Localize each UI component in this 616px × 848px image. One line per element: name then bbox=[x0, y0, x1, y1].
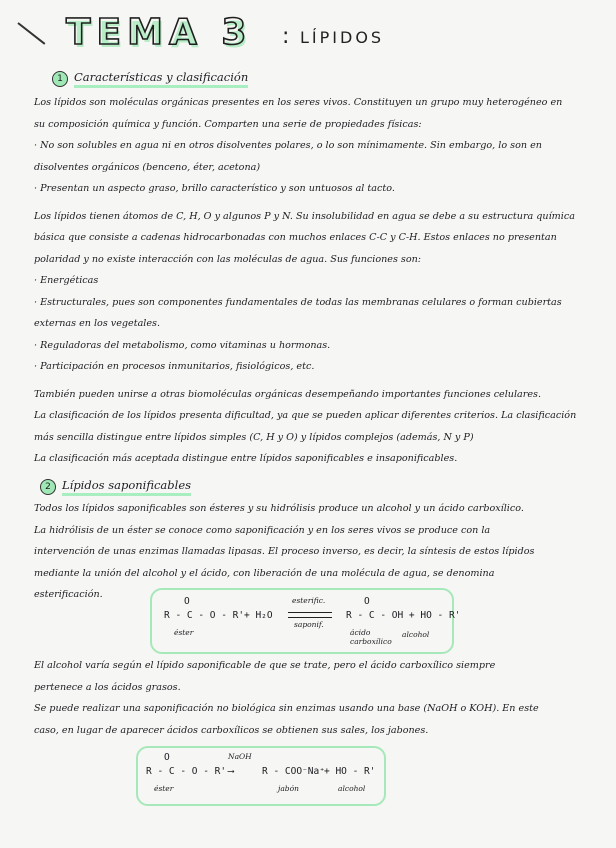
title-colon: : bbox=[282, 24, 290, 49]
carbonyl-oxygen: O bbox=[364, 596, 370, 607]
section-title: Lípidos saponificables bbox=[62, 478, 191, 496]
esterification-formula-box bbox=[150, 588, 461, 654]
section-2-body-continued bbox=[34, 655, 594, 741]
bullet-line: externas en los vegetales. bbox=[34, 318, 161, 329]
page-title: TEMA 3 bbox=[66, 12, 253, 53]
bullet-line: · Presentan un aspecto graso, brillo característico y son untuosos al tacto. bbox=[34, 183, 395, 194]
corner-pen-stroke bbox=[17, 22, 45, 45]
section-1-body bbox=[34, 92, 594, 470]
paragraph-line: Todos los lípidos saponificables son ésteres y su hidrólisis produce un alcohol y un ácido carboxílico. bbox=[34, 503, 524, 514]
products-formula: R - C - OH + HO - R' bbox=[346, 610, 461, 621]
paragraph-line: La hidrólisis de un éster se conoce como saponificación y en los seres vivos se produce con la bbox=[34, 524, 491, 536]
saponification-formula-box bbox=[136, 746, 386, 806]
paragraph-line: El alcohol varía según el lípido saponificable de que se trate, pero el ácido carboxílico siempre bbox=[34, 660, 496, 671]
bullet-line: · No son solubles en agua ni en otros disolventes polares, o lo son mínimamente. Sin embargo, lo son en bbox=[34, 140, 542, 151]
bullet-line: · Reguladoras del metabolismo, como vitaminas u hormonas. bbox=[34, 339, 331, 351]
paragraph-line: mediante la unión del alcohol y el ácido, con liberación de una molécula de agua, se denomina bbox=[34, 567, 495, 579]
paragraph-line: También pueden unirse a otras biomoléculas orgánicas desempeñando importantes funciones celulares. bbox=[34, 388, 542, 400]
equilibrium-arrow bbox=[288, 612, 332, 618]
soap-label: jabón bbox=[278, 784, 299, 793]
bullet-line: · Energéticas bbox=[34, 275, 99, 286]
bullet-line: · Participación en procesos inmunitarios, fisiológicos, etc. bbox=[34, 361, 315, 372]
page-subtitle: LÍPIDOS bbox=[300, 28, 385, 47]
soap-formula: R - COO⁻Na⁺ bbox=[262, 766, 325, 777]
alcohol-label: alcohol bbox=[402, 630, 430, 639]
ester-label: éster bbox=[174, 628, 194, 637]
alcohol-label: alcohol bbox=[338, 784, 366, 793]
paragraph-line: más sencilla distingue entre lípidos simples (C, H y O) y lípidos complejos (además, N y P) bbox=[34, 431, 474, 443]
section-number-badge: 1 bbox=[52, 71, 68, 87]
bullet-line: · Estructurales, pues son componentes fundamentales de todas las membranas celulares o forman cubiertas bbox=[34, 296, 562, 308]
paragraph-line: esterificación. bbox=[34, 589, 103, 600]
paragraph-line: básica que consiste a cadenas hidrocarbonadas con muchos enlaces C-C y C-H. Estos enlaces no presentan bbox=[34, 232, 557, 243]
paragraph-line: La clasificación de los lípidos presenta dificultad, ya que se pueden aplicar diferentes criterios. La clasificación bbox=[34, 410, 577, 421]
section-number-badge: 2 bbox=[40, 479, 56, 495]
section-title: Características y clasificación bbox=[74, 70, 248, 88]
paragraph-line: Los lípidos son moléculas orgánicas presentes en los seres vivos. Constituyen un grupo muy heterogéneo en bbox=[34, 97, 563, 108]
water-term: + H₂O bbox=[244, 610, 273, 621]
paragraph-line: Los lípidos tienen átomos de C, H, O y algunos P y N. Su insolubilidad en agua se debe a su estructura química bbox=[34, 210, 575, 222]
paragraph-line: La clasificación más aceptada distingue entre lípidos saponificables e insaponificables. bbox=[34, 453, 458, 464]
paragraph-line: su composición química y función. Comparten una serie de propiedades físicas: bbox=[34, 118, 422, 130]
arrow-bottom-label: saponif. bbox=[294, 620, 324, 629]
ester-formula: R - C - O - R' bbox=[146, 766, 227, 777]
arrow-top-label: esterific. bbox=[292, 596, 326, 605]
paragraph-line: polaridad y no existe interacción con las moléculas de agua. Sus funciones son: bbox=[34, 253, 422, 265]
section-2-heading bbox=[40, 478, 191, 496]
paragraph-line: intervención de unas enzimas llamadas lipasas. El proceso inverso, es decir, la síntesis de estos lípidos bbox=[34, 546, 535, 557]
ester-formula: R - C - O - R' bbox=[164, 610, 245, 621]
paragraph-line: Se puede realizar una saponificación no biológica sin enzimas usando una base (NaOH o KOH). En este bbox=[34, 703, 539, 714]
carbonyl-oxygen: O bbox=[164, 752, 170, 763]
section-1-heading bbox=[52, 70, 248, 88]
carbonyl-oxygen: O bbox=[184, 596, 190, 607]
paragraph-line: pertenece a los ácidos grasos. bbox=[34, 681, 181, 693]
reaction-arrow: ⟶ bbox=[228, 766, 234, 777]
bullet-line: disolventes orgánicos (benceno, éter, acetona) bbox=[34, 161, 261, 173]
arrow-top-label: NaOH bbox=[228, 752, 252, 761]
alcohol-term: + HO - R' bbox=[324, 766, 376, 777]
acid-label: ácido carboxílico bbox=[350, 628, 392, 646]
ester-label: éster bbox=[154, 784, 174, 793]
paragraph-line: caso, en lugar de aparecer ácidos carboxílicos se obtienen sus sales, los jabones. bbox=[34, 724, 429, 736]
